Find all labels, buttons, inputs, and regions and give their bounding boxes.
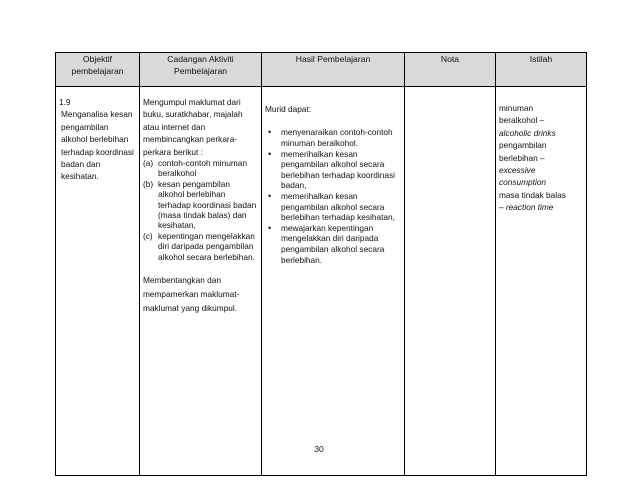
list-item-text: mewajarkan kepentingan mengelakkan diri daripada pengambilan alkohol secara berlebihan. (281, 222, 385, 265)
bullet-icon: • (268, 222, 272, 233)
objective-text: Menganalisa kesan pengambilan alkohol berlebihan terhadap koordinasi badan dan kesihatan. (61, 109, 134, 182)
header-hasil (262, 53, 405, 87)
list-item (143, 158, 258, 179)
bullet-icon: • (268, 148, 272, 159)
glossary-line: berlebihan – (499, 152, 545, 163)
cell-cadangan (140, 87, 262, 476)
glossary-line: pengambilan (499, 140, 547, 151)
objective-number: 1.9 (59, 97, 71, 107)
bullet-icon: • (268, 127, 272, 138)
curriculum-table (55, 52, 587, 476)
glossary-line: alcoholic drinks (499, 127, 556, 138)
table-header-row (56, 53, 587, 87)
header-nota-label: Nota (440, 54, 460, 64)
outcome-list (265, 127, 401, 265)
page-number: 30 (314, 444, 324, 454)
list-item-text: menyenaraikan contoh-contoh minuman beralkohol. (281, 127, 393, 148)
list-marker: (c) (143, 230, 153, 241)
list-item-text: memerihalkan kesan pengambilan alkohol secara berlebihan terhadap koordinasi badan, (281, 148, 395, 191)
list-marker: (b) (143, 178, 154, 189)
list-item (143, 179, 258, 231)
list-item-text: kesan pengambilan alkohol berlebihan terhadap koordinasi badan (masa tindak balas) dan kesihatan, (158, 178, 257, 231)
cell-istilah (496, 87, 587, 476)
list-item (143, 231, 258, 262)
header-istilah (496, 53, 587, 87)
glossary-line: minuman (499, 103, 534, 113)
activity-intro: Mengumpul maklumat dari buku, suratkhabar, majalah atau internet dan membincangkan perkara-perkara berikut : (143, 97, 243, 157)
table-row (56, 87, 587, 476)
list-item (265, 191, 401, 223)
glossary-line: – reaction time (499, 202, 554, 213)
list-item (265, 223, 401, 265)
outcome-intro: Murid dapat: (265, 104, 312, 114)
header-hasil-label: Hasil Pembelajaran (295, 54, 371, 64)
list-item-text: contoh-contoh minuman beralkohol (158, 158, 248, 179)
header-cadangan-label: Cadangan Aktiviti Pembelajaran (167, 54, 234, 76)
header-istilah-label: Istilah (529, 54, 553, 64)
list-item (265, 127, 401, 148)
glossary-line: excessive (499, 165, 536, 176)
activity-list (143, 158, 258, 262)
glossary-line: consumption (499, 177, 547, 188)
list-item-text: memerihalkan kesan pengambilan alkohol secara berlebihan terhadap kesihatan, (281, 190, 395, 223)
list-item-text: kepentingan mengelakkan diri daripada pengambilan alkohol secara berlebihan. (158, 230, 255, 262)
list-marker: (a) (143, 158, 154, 169)
header-objektif (56, 53, 140, 87)
header-cadangan (140, 53, 262, 87)
glossary-line: beralkohol – (499, 115, 545, 126)
cell-hasil (262, 87, 405, 476)
header-nota (405, 53, 496, 87)
glossary-line: masa tindak balas (499, 189, 566, 200)
cell-nota (405, 87, 496, 476)
activity-closing: Membentangkan dan mempamerkan maklumat-maklumat yang dikumpul. (143, 275, 240, 314)
list-item (265, 149, 401, 191)
bullet-icon: • (268, 190, 272, 201)
header-objektif-label: Objektif pembelajaran (71, 54, 124, 76)
cell-objektif (56, 87, 140, 476)
